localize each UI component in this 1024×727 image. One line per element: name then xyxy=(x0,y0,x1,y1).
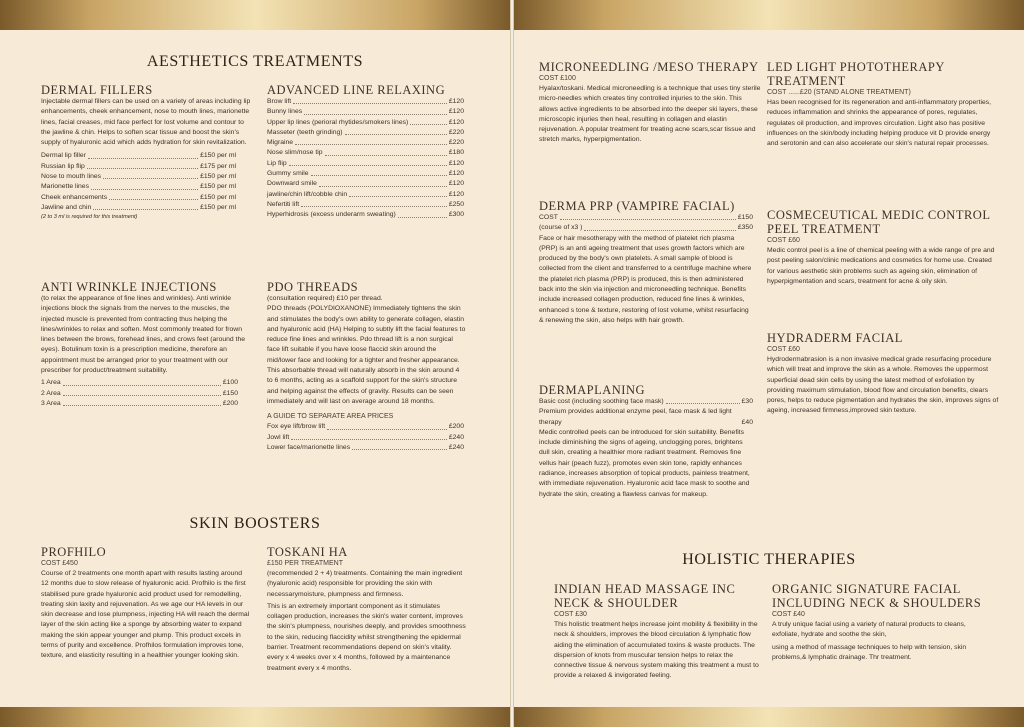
advanced-price-list xyxy=(267,97,464,221)
derma-prp-price-list xyxy=(539,213,753,234)
price-row: Masseter (teeth grinding) £220 xyxy=(267,128,464,136)
price-row: Upper lip lines (perioral rhytides/smokers lines) £120 xyxy=(267,118,464,126)
microneedling-cost: COST £100 xyxy=(539,75,576,82)
cosmeceutical-cost: COST £60 xyxy=(767,237,800,244)
anti-wrinkle-section xyxy=(41,280,251,409)
organic-facial-section xyxy=(772,582,994,663)
price-row: jawline/chin lift/cobble chin £120 xyxy=(267,190,464,198)
toskani-title: TOSKANI HA xyxy=(267,545,348,559)
organic-facial-desc-1: A truly unique facial using a variety of natural products to cleans, exfoliate, hydrate and soothe the skin, xyxy=(772,621,966,639)
cosmeceutical-title: COSMECEUTICAL MEDIC CONTROL PEEL TREATMENT xyxy=(767,208,990,236)
price-row: (course of x3 ) £350 xyxy=(539,224,753,232)
hydraderm-title: HYDRADERM FACIAL xyxy=(767,331,903,345)
anti-wrinkle-title: ANTI WRINKLE INJECTIONS xyxy=(41,280,217,294)
gold-band-top-right xyxy=(514,0,1024,30)
price-row: Jawline and chin £150 per ml xyxy=(41,203,236,211)
advanced-line-relaxing-section xyxy=(267,83,464,221)
holistic-section-title: HOLISTIC THERAPIES xyxy=(682,551,856,568)
hydraderm-section xyxy=(767,331,999,417)
price-row: Lip flip £120 xyxy=(267,159,464,167)
price-row: Fox eye lift/brow lift £200 xyxy=(267,423,464,431)
price-row: 2 Area £150 xyxy=(41,389,238,397)
organic-facial-desc-2: using a method of massage techniques to help with tension, skin problems,& lymphatic drainage. Thr treatment. xyxy=(772,643,967,661)
dermal-fillers-title: DERMAL FILLERS xyxy=(41,83,153,97)
microneedling-desc: Hyalax/toskani. Medical microneedling is a technique that uses tiny sterile micro-needles which creates tiny controlled injuries to the skin. This allows active ingredients to be absorbed into the deeper ski layers, these microscopic injuries then heal, resulting in collagen and elastin rejuvenation. A popular treatment for treating acne scars,scar tissue and stretch marks, hyperpigmentation. xyxy=(539,85,761,144)
price-row: Brow lift £120 xyxy=(267,98,464,105)
price-row: Gummy smile £120 xyxy=(267,170,464,178)
price-row: Downward smile £120 xyxy=(267,180,464,188)
derma-prp-title: DERMA PRP (VAMPIRE FACIAL) xyxy=(539,199,735,213)
left-page xyxy=(0,0,510,727)
price-row: Bunny lines £120 xyxy=(267,108,464,116)
anti-wrinkle-desc: (to relax the appearance of fine lines and wrinkles). Anti wrinkle injections block the signals from the nerves to the muscles, the injected muscle is prevented from contracting thus helping the lines/wrinkles to relax and soften. Most commonly treated for frown lines between the brows, forehead lines, and crows feet (around the eyes). Botulinum toxin is a prescription medicine, therefore an appointment must be arranged prior to your treatment with our prescriber for product/treatment suitability. xyxy=(41,295,246,375)
hydraderm-cost: COST £60 xyxy=(767,346,800,353)
hydraderm-desc: Hydrodermabrasion is a non invasive medical grade resurfacing procedure which will treat and improve the skin as a whole. Removes the uppermost superficial dead skin cells by using the latest method of exfoliation by providing maximum stimulation, blood flow and circulation benefits, clears pores, helps to reduce pigmentation and hydrates the skin, improves signs of ageing, increased firmness,improved skin texture. xyxy=(767,356,999,415)
pdo-threads-section xyxy=(267,280,466,453)
organic-facial-title: ORGANIC SIGNATURE FACIAL INCLUDING NECK & SHOULDERS xyxy=(772,582,982,610)
profhilo-desc: Course of 2 treatments one month apart with results lasting around 12 months due to slow release of hyaluronic acid. Profhilo is the first stabilised pure grade hyaluronic acid product used for remodelling, treating skin laxity and rejuvenation. As we age our HA levels in our skin decrease and lose plumpness, injecting HA will reach the dermal layer of the skin acting like a sponge by absorbing water to expand making the skin appear younger and plump. This product excels in terms of purity and excellence. Profhilos formulation improves tone, texture, and elasticity resulting in a healthier younger looking skin. xyxy=(41,570,250,660)
dermal-fillers-desc: Injectable dermal fillers can be used on a variety of areas including lip enhancements, cheek enhancement, nose to mouth lines, marionette lines, facial creases, mid face perfect for lost volume and contour to the jawline & chin. Helps to soften scar tissue and boost the skin's supply of hyaluronic acid which adds hydration for skin revitalization. xyxy=(41,98,251,147)
price-row: Dermal lip filler £150 per ml xyxy=(41,152,236,160)
indian-head-massage-title: INDIAN HEAD MASSAGE INC NECK & SHOULDER xyxy=(554,582,736,610)
cosmeceutical-section xyxy=(767,208,999,287)
organic-facial-cost: COST £40 xyxy=(772,611,805,618)
toskani-section xyxy=(267,545,467,674)
toskani-desc-2: This is an extremely important component as it stimulates collagen production, increases the skin's water content, improves the skin's plumpness, nourishes deeply, and provides smoothness to the skin, reducing flaccidity whilst strengthening the epidermal barrier. Treatment recommendations depend on skin's vitality. every x 4 weeks over x 4 months, followed by a maintenance treatment every x 4 months. xyxy=(267,602,466,672)
price-row: Marionette lines £150 per ml xyxy=(41,183,236,191)
pdo-consult: (consultation required) £10 per thread. xyxy=(267,295,383,302)
microneedling-title: MICRONEEDLING /MESO THERAPY xyxy=(539,60,759,74)
pdo-price-list xyxy=(267,422,464,453)
gold-band-bottom-left xyxy=(0,707,510,727)
price-row: Cheek enhancements £150 per ml xyxy=(41,193,236,201)
skin-boosters-section-title: SKIN BOOSTERS xyxy=(189,515,321,532)
dermal-fillers-note: (2 to 3 ml is required for this treatment) xyxy=(41,214,138,221)
profhilo-cost: COST £450 xyxy=(41,560,78,567)
price-row: Nose to mouth lines £150 per ml xyxy=(41,173,236,181)
profhilo-section xyxy=(41,545,251,662)
aesthetics-section-title: AESTHETICS TREATMENTS xyxy=(146,53,364,70)
indian-head-massage-section xyxy=(554,582,760,682)
price-row: Hyperhidrosis (excess underarm sweating) £300 xyxy=(267,211,464,219)
price-row: Jowl lift £240 xyxy=(267,433,464,441)
microneedling-section xyxy=(539,60,761,146)
led-light-cost: COST ......£20 (STAND ALONE TREATMENT) xyxy=(767,89,911,96)
gold-band-bottom-right xyxy=(514,707,1024,727)
led-light-desc: Has been recognised for its regeneration and anti-inflammatory properties, reduces inflammation and shrinks the appearance of pores, regulates, regulates oil production, and improves circulation. Light also has positive influences on the skin/body including helping produce vit D provide energy and serotonin and can also accelerate our skin's natural repair processes. xyxy=(767,99,992,148)
dermaplaning-section xyxy=(539,383,753,500)
dermaplaning-premium: Premium provides additional enzyme peel, face mask & led light therapy £40 xyxy=(539,408,753,426)
indian-head-massage-desc: This holistic treatment helps increase joint mobility & flexibility in the neck & shoulders, improves the blood circulation & lymphatic flow aiding the elimination of accumulated toxins & waste products. The dispersion of knots from muscular tension helps to relax the connective tissue & nervous system making this treatment a must to provide a relaxed & invigorated feeling. xyxy=(554,621,759,680)
toskani-desc-1: (recommended 2 + 4) treatments. Containing the main ingredient (hyaluronic acid) responsible for providing the skin with necessarymoisture, plumpness and firmness. xyxy=(267,570,463,598)
price-row: 3 Area £200 xyxy=(41,399,238,407)
led-light-title: LED LIGHT PHOTOTHERAPY TREATMENT xyxy=(767,60,945,88)
indian-head-massage-cost: COST £30 xyxy=(554,611,587,618)
price-row: Nose slim/nose tip £180 xyxy=(267,149,464,157)
price-row: Migraine £220 xyxy=(267,139,464,147)
price-row: 1 Area £100 xyxy=(41,379,238,387)
pdo-guide: A GUIDE TO SEPARATE AREA PRICES xyxy=(267,413,394,421)
dermal-fillers-section xyxy=(41,83,251,222)
toskani-cost: £150 PER TREATMENT xyxy=(267,560,343,567)
anti-wrinkle-price-list xyxy=(41,378,238,409)
dermaplaning-desc: Medic controlled peels can be introduced for skin suitability. Benefits include diminishing the signs of ageing, unclogging pores, brightens dull skin, creating a healthier more radiant treatment. Removes fine vellus hair (peach fuzz), promotes even skin tone, rapidly enhances radiance, increases absorption of topical products, painless treatment, with immediate rejuvenation. Hyaluronic acid face mask to soothe and hydrate the skin, creating a flawless canvas for makeup. xyxy=(539,428,750,498)
price-row: Russian lip flip £175 per ml xyxy=(41,162,236,170)
gold-band-top-left xyxy=(0,0,510,30)
price-row: COST £150 xyxy=(539,214,753,221)
right-page xyxy=(514,0,1024,727)
advanced-line-relaxing-title: ADVANCED LINE RELAXING xyxy=(267,83,446,97)
derma-prp-desc: Face or hair mesotherapy with the method of platelet rich plasma (PRP) is an anti ageing treatment that uses growth factors which are produced by the body's own platelets. A small sample of blood is collected from the client and transferred to a centrifuge machine where the platelet rich plasma (PRP) is produced, this is then administered back into the skin via injection and microneedling technique. Benefits include increased collagen production, reduced fine lines & wrinkles, enhanced s tone & texture, restoring of lost volume, whilst resurfacing & renewing the skin, also helps with hair growth. xyxy=(539,234,752,324)
dermal-fillers-price-list xyxy=(41,151,236,213)
led-light-section xyxy=(767,60,999,149)
derma-prp-section xyxy=(539,199,753,326)
price-row: Lower face/marionette lines £240 xyxy=(267,443,464,451)
pdo-desc: PDO threads (POLYDIOXANONE) Immediately tightens the skin and stimulates the body's own ability to generate collagen, elastin and hyaluronic acid (HA) Helping to subtly lift the facial features to reduce fine lines and wrinkles. Pdo thread lift is a non surgical face lift suitable if you have loose flaccid skin around the mid/lower face and looking for a tighter and fresher appearance. This absorbable thread will naturally absorb in the skin around 4 to 6 months, acting as a scaffold support for the skin's structure and helping against the effects of gravity. Results can be seen immediately and will last on average around 18 months. xyxy=(267,305,466,405)
cosmeceutical-desc: Medic control peel is a line of chemical peeling with a wide range of pre and post peeling salon/clinic medications and cosmetics for home use. Created for various aesthetic skin problems such as ageing skin, elimination of hyperpigmentation and scars, treatment for acne & oily skin. xyxy=(767,247,995,285)
profhilo-title: PROFHILO xyxy=(41,545,107,559)
pdo-threads-title: PDO THREADS xyxy=(267,280,359,294)
price-row: Basic cost (including soothing face mask) £30 xyxy=(539,398,753,405)
dermaplaning-title: DERMAPLANING xyxy=(539,383,645,397)
price-row: Nefertiti lift £250 xyxy=(267,200,464,208)
